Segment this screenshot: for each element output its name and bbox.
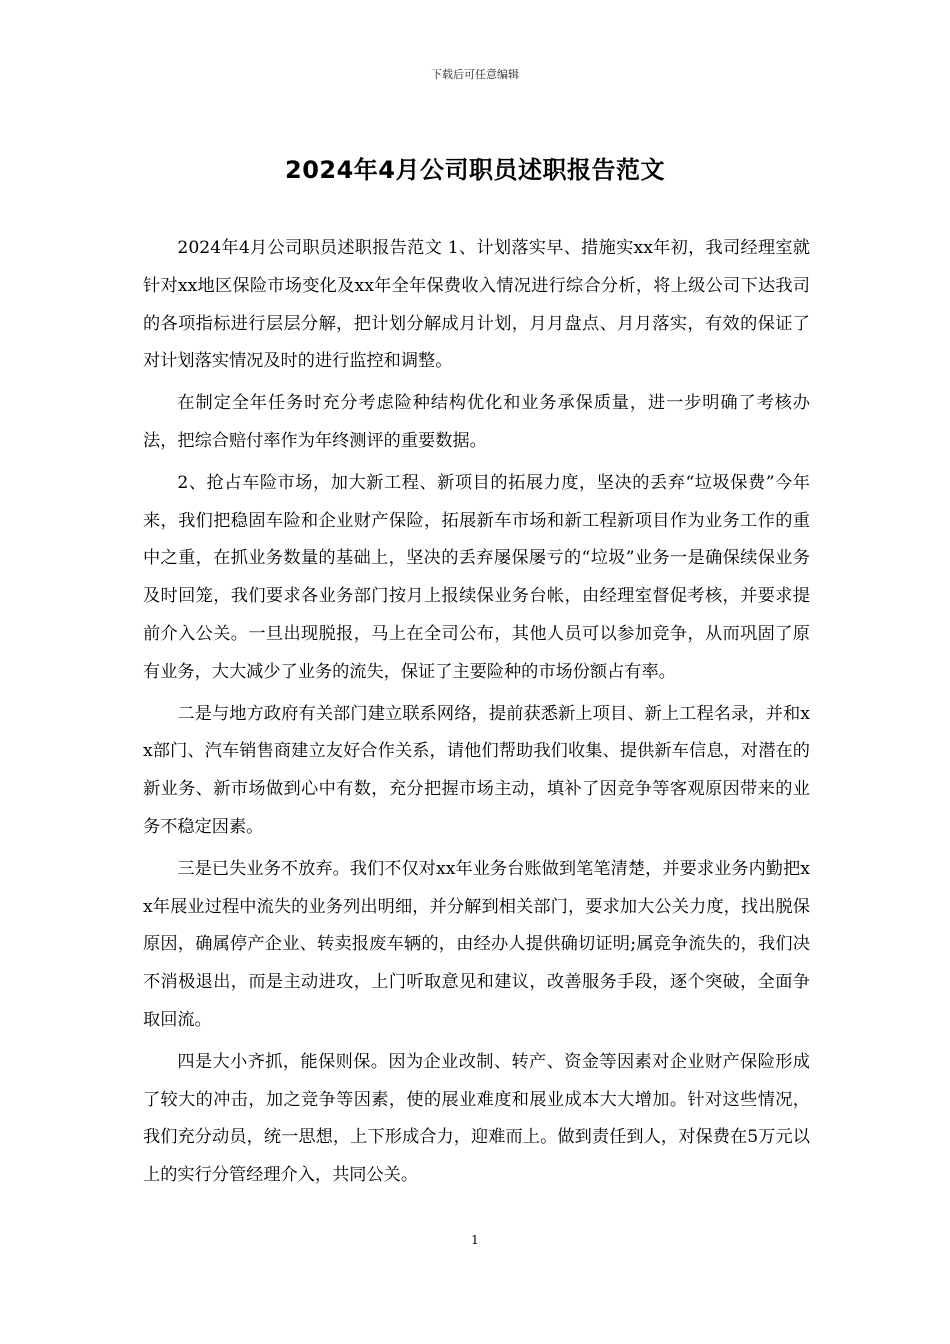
document-body: [143, 230, 810, 1199]
header-note: 下载后可任意编辑: [431, 68, 519, 81]
paragraph-1: 2024年4月公司职员述职报告范文 1、计划落实早、措施实xx年初，我司经理室就针对xx地区保险市场变化及xx年全年保费收入情况进行综合分析，将上级公司下达我司的各项指标进行层层分解，把计划分解成月计划，月月盘点、月月落实，有效的保证了对计划落实情况及时的进行监控和调整。: [143, 238, 810, 372]
paragraph-6: 四是大小齐抓，能保则保。因为企业改制、转产、资金等因素对企业财产保险形成了较大的冲击，加之竞争等因素，使的展业难度和展业成本大大增加。针对这些情况，我们充分动员，统一思想，上下形成合力，迎难而上。做到责任到人，对保费在5万元以上的实行分管经理介入，共同公关。: [143, 1051, 810, 1186]
paragraph-2: 在制定全年任务时充分考虑险种结构优化和业务承保质量，进一步明确了考核办法，把综合赔付率作为年终测评的重要数据。: [143, 393, 810, 451]
document-title: 2024年4月公司职员述职报告范文: [285, 156, 665, 184]
paragraph-4: 二是与地方政府有关部门建立联系网络，提前获悉新上项目、新上工程名录，并和xx部门、汽车销售商建立友好合作关系，请他们帮助我们收集、提供新车信息，对潜在的新业务、新市场做到心中有数，充分把握市场主动，填补了因竞争等客观原因带来的业务不稳定因素。: [143, 703, 810, 837]
paragraph-5: 三是已失业务不放弃。我们不仅对xx年业务台账做到笔笔清楚，并要求业务内勤把xx年展业过程中流失的业务列出明细，并分解到相关部门，要求加大公关力度，找出脱保原因，确属停产企业、转卖报废车辆的，由经办人提供确切证明;属竞争流失的，我们决不消极退出，而是主动进攻，上门听取意见和建议，改善服务手段，逐个突破，全面争取回流。: [143, 858, 810, 1030]
page-number: 1: [471, 1233, 479, 1247]
paragraph-3: 2、抢占车险市场，加大新工程、新项目的拓展力度，坚决的丢弃“垃圾保费”今年来，我们把稳固车险和企业财产保险，拓展新车市场和新工程新项目作为业务工作的重中之重，在抓业务数量的基础上，坚决的丢弃屡保屡亏的“垃圾”业务一是确保续保业务及时回笼，我们要求各业务部门按月上报续保业务台帐，由经理室督促考核，并要求提前介入公关。一旦出现脱报，马上在全司公布，其他人员可以参加竞争，从而巩固了原有业务，大大减少了业务的流失，保证了主要险种的市场份额占有率。: [143, 472, 810, 682]
